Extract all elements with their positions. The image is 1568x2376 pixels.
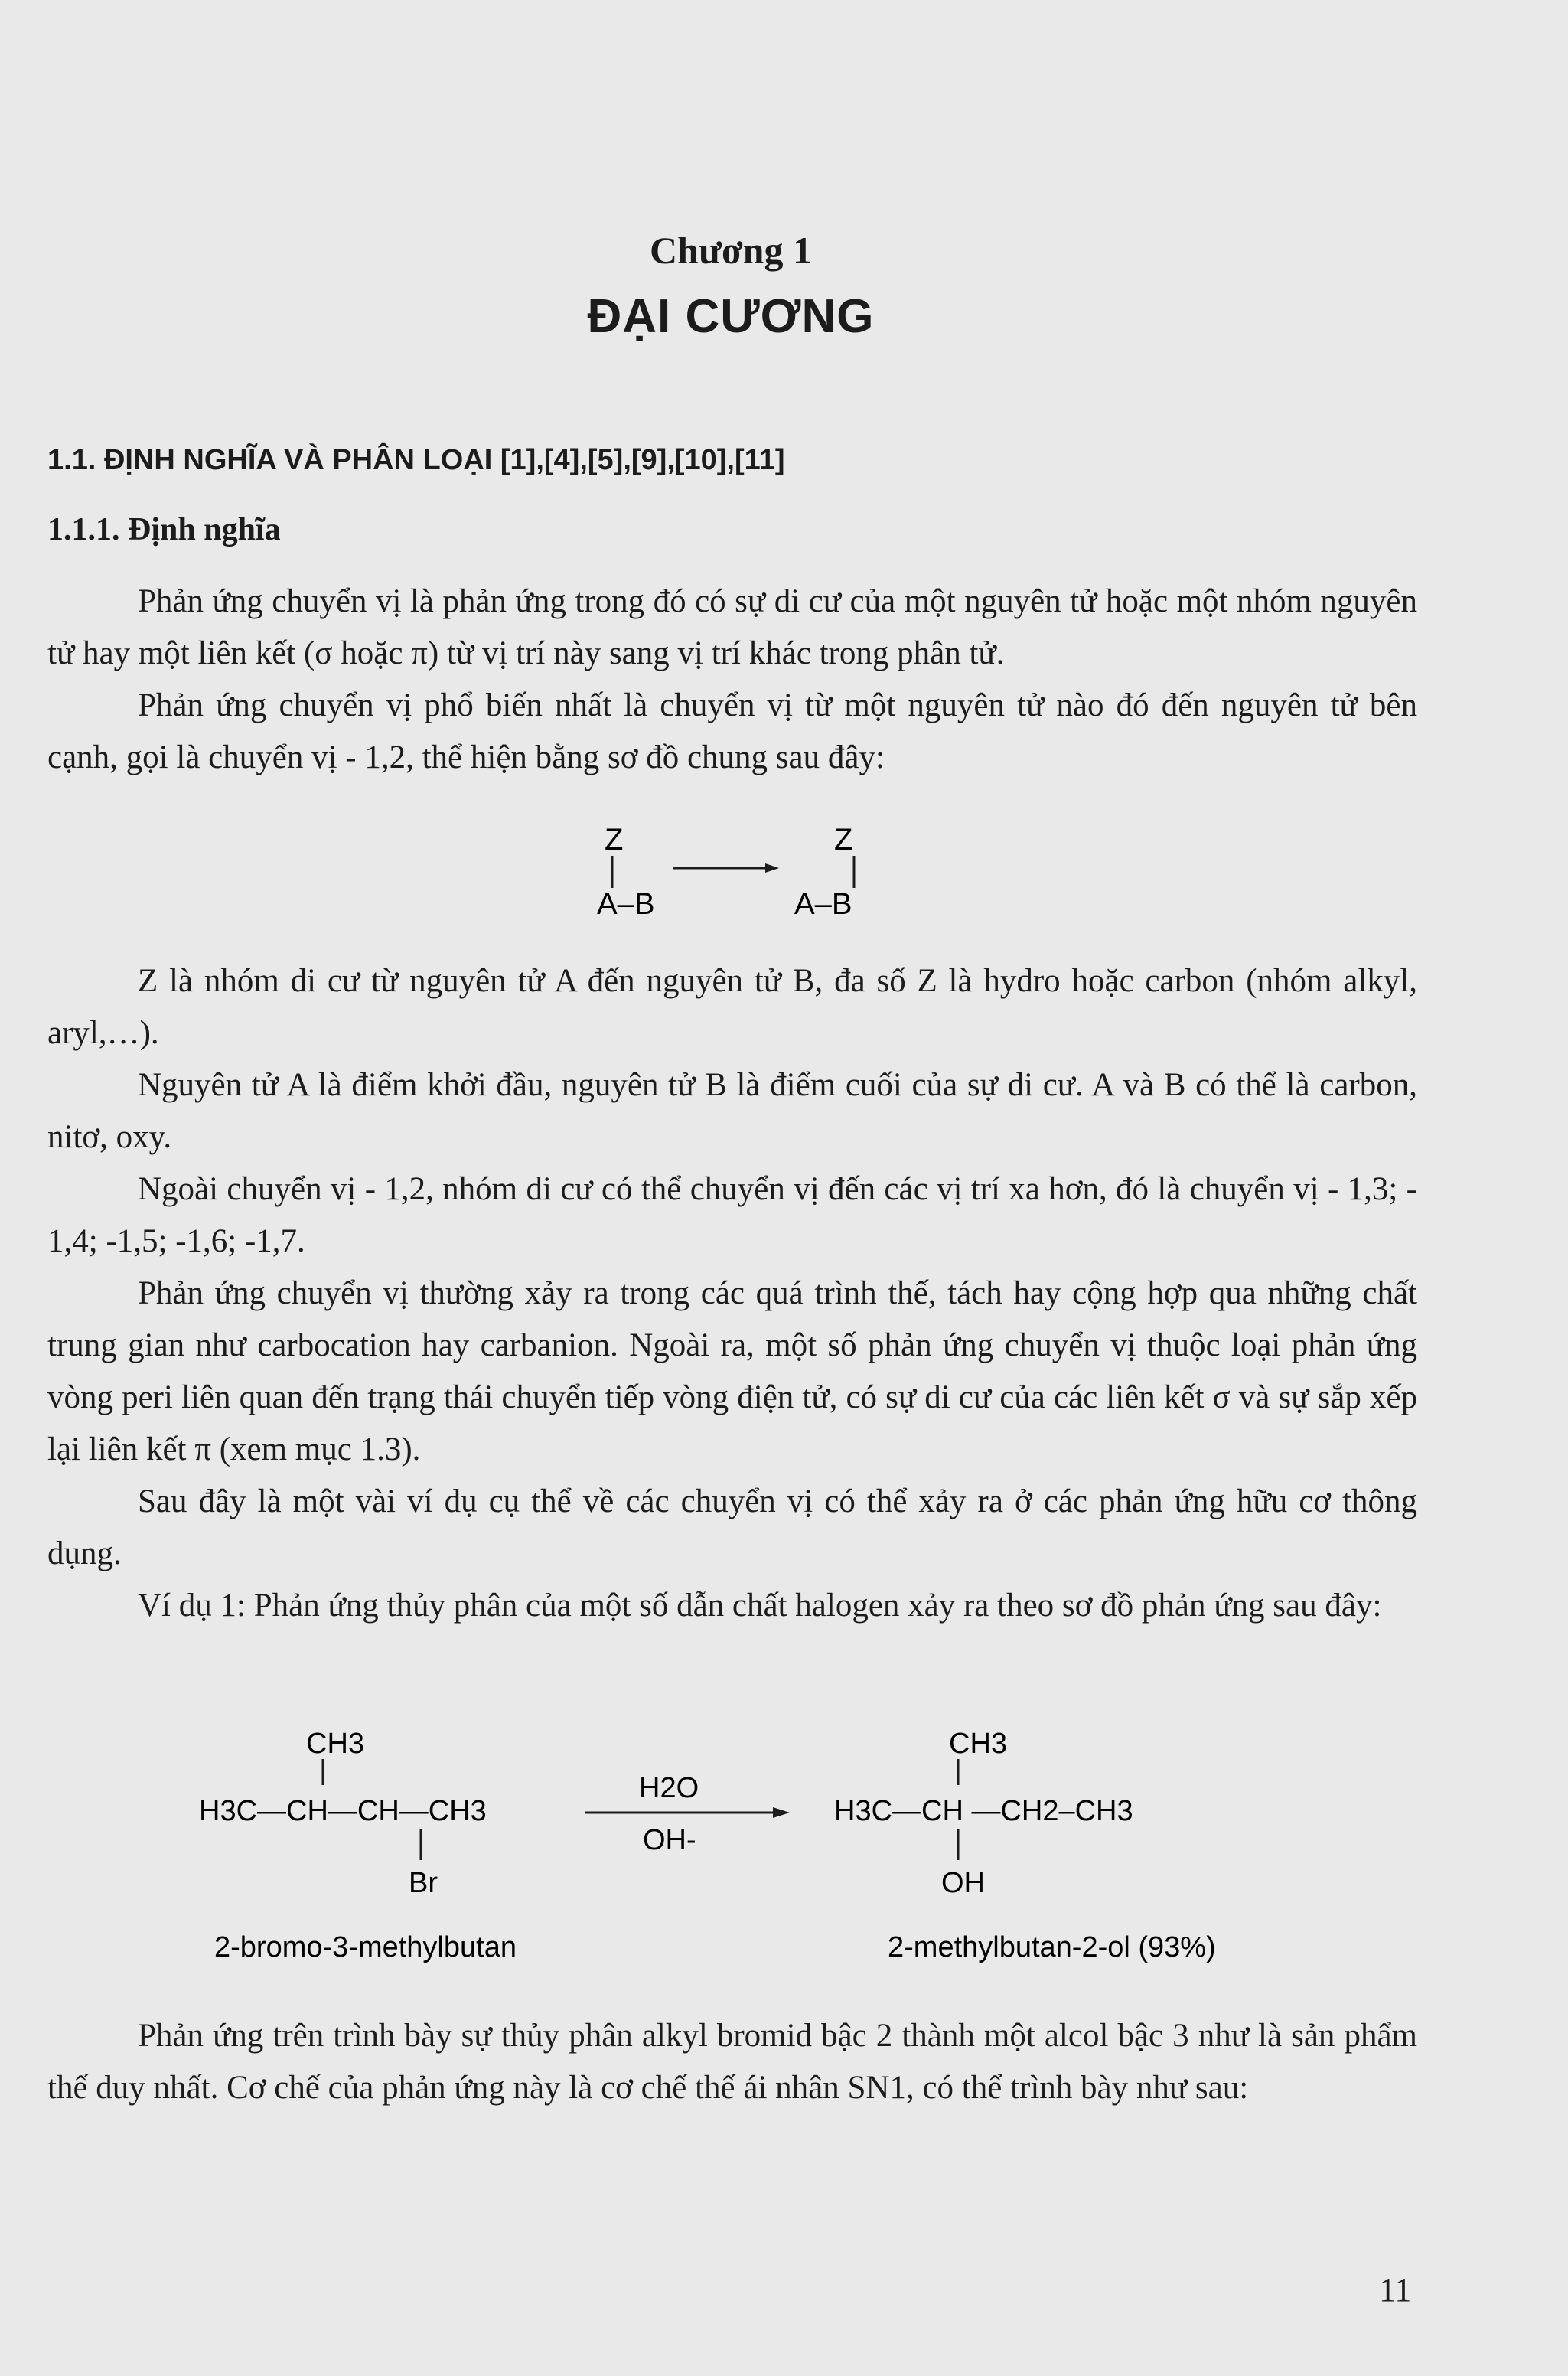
reactant-chain: H3C—CH—CH—CH3 — [199, 1795, 487, 1827]
product-name: 2-methylbutan-2-ol (93%) — [888, 1931, 1216, 1963]
scheme-ab-left: A–B — [597, 887, 655, 921]
reagent-water: H2O — [639, 1772, 699, 1804]
product-methyl-label: CH3 — [949, 1728, 1008, 1760]
paragraph-z-group: Z là nhóm di cư từ nguyên tử A đến nguyên tử B, đa số Z là hydro hoặc carbon (nhóm alkyl, aryl,…). — [47, 963, 1417, 1051]
paragraph-example-1: Ví dụ 1: Phản ứng thủy phân của một số dẫn chất halogen xảy ra theo sơ đồ phản ứng sau đây: — [138, 1588, 1382, 1624]
migration-scheme — [582, 811, 903, 926]
page-number: 11 — [1379, 2271, 1412, 2309]
product-hydroxyl: OH — [941, 1867, 985, 1899]
paragraph-sn1-mechanism: Phản ứng trên trình bày sự thủy phân alkyl bromid bậc 2 thành một alcol bậc 3 như là sản phẩm thế duy nhất. Cơ chế của phản ứng này là cơ chế thế ái nhân SN1, có thể trình bày như sau: — [47, 2018, 1417, 2106]
reagent-hydroxide: OH- — [643, 1824, 696, 1856]
reactant-methyl-label: CH3 — [306, 1728, 365, 1760]
paragraph-a-b-atoms: Nguyên tử A là điểm khởi đầu, nguyên tử B là điểm cuối của sự di cư. A và B có thể là carbon, nitơ, oxy. — [47, 1067, 1417, 1155]
product-chain: H3C—CH —CH2–CH3 — [834, 1795, 1133, 1827]
scheme-ab-right: A–B — [794, 887, 852, 921]
subsection-heading: 1.1.1. Định nghĩa — [47, 512, 281, 547]
paragraph-examples-intro: Sau đây là một vài ví dụ cụ thể về các chuyển vị có thể xảy ra ở các phản ứng hữu cơ thông dụng. — [47, 1483, 1417, 1571]
scheme-z-left: Z — [605, 823, 624, 857]
paragraph-mechanism: Phản ứng chuyển vị thường xảy ra trong các quá trình thế, tách hay cộng hợp qua những chất trung gian như carbocation hay carbanion. Ngoài ra, một số phản ứng chuyển vị thuộc loại phản ứng vòng peri liên quan đến trạng thái chuyển tiếp vòng điện tử, có sự di cư của các liên kết σ và sự sắp xếp lại liên kết π (xem mục 1.3). — [47, 1275, 1417, 1467]
reactant-name: 2-bromo-3-methylbutan — [214, 1931, 517, 1963]
chapter-number: Chương 1 — [650, 229, 812, 272]
section-heading: 1.1. ĐỊNH NGHĨA VÀ PHÂN LOẠI [1],[4],[5],[9],[10],[11] — [47, 444, 785, 476]
reactant-bromine: Br — [409, 1867, 438, 1899]
scheme-z-right: Z — [834, 823, 853, 857]
paragraph-other-shifts: Ngoài chuyển vị - 1,2, nhóm di cư có thể chuyển vị đến các vị trí xa hơn, đó là chuyển vị - 1,3; - 1,4; -1,5; -1,6; -1,7. — [47, 1171, 1417, 1259]
chapter-title: ĐẠI CƯƠNG — [587, 290, 875, 343]
paragraph-definition: Phản ứng chuyển vị là phản ứng trong đó có sự di cư của một nguyên tử hoặc một nhóm nguyên tử hay một liên kết (σ hoặc π) từ vị trí này sang vị trí khác trong phân tử. — [47, 583, 1417, 671]
paragraph-common-shift: Phản ứng chuyển vị phổ biến nhất là chuyển vị từ một nguyên tử nào đó đến nguyên tử bên cạnh, gọi là chuyển vị - 1,2, thể hiện bằng sơ đồ chung sau đây: — [47, 687, 1417, 775]
hydrolysis-scheme — [191, 1715, 1339, 1967]
